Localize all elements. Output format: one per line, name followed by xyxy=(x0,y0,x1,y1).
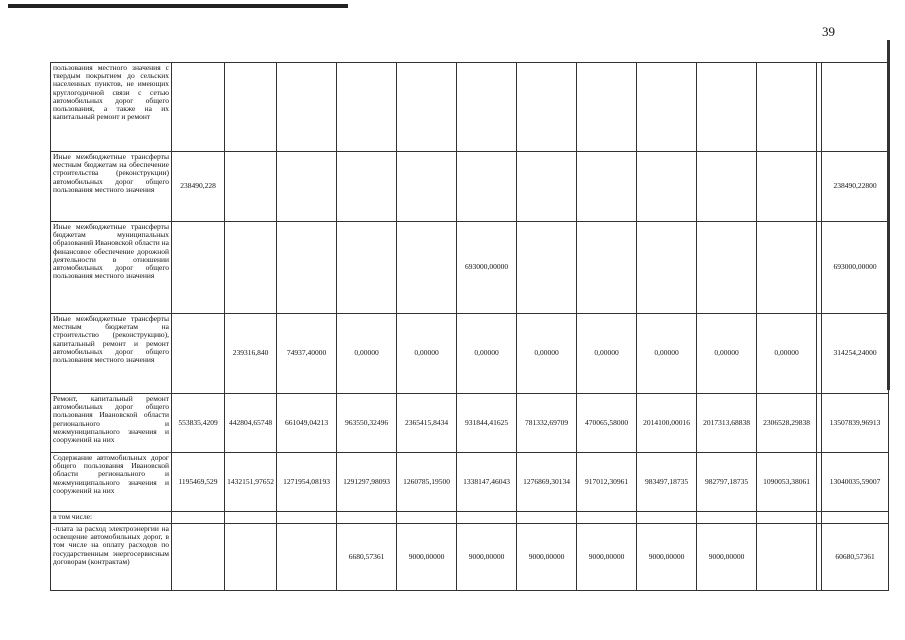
value-cell: 6680,57361 xyxy=(337,524,397,591)
row-total-cell: 13040035,59007 xyxy=(822,453,889,512)
value-cell xyxy=(172,512,225,524)
value-cell xyxy=(225,152,277,222)
value-cell xyxy=(697,63,757,152)
value-cell: 2017313,68838 xyxy=(697,394,757,453)
value-cell: 74937,40000 xyxy=(277,314,337,394)
value-cell: 0,00000 xyxy=(517,314,577,394)
row-name-cell: Ремонт, капитальный ремонт автомобильных дорог общего пользования Ивановской области регионального и межмуниципального значения и сооружений на них xyxy=(51,394,172,453)
value-cell xyxy=(517,63,577,152)
value-cell: 0,00000 xyxy=(757,314,817,394)
value-cell: 781332,69709 xyxy=(517,394,577,453)
table-row xyxy=(51,222,889,314)
value-cell: 0,00000 xyxy=(637,314,697,394)
value-cell xyxy=(172,222,225,314)
value-cell xyxy=(277,524,337,591)
value-cell xyxy=(337,512,397,524)
value-cell: 9000,00000 xyxy=(637,524,697,591)
value-cell: 470065,58000 xyxy=(577,394,637,453)
value-cell: 963550,32496 xyxy=(337,394,397,453)
value-cell xyxy=(637,512,697,524)
value-cell: 1260785,19500 xyxy=(397,453,457,512)
value-cell: 931844,41625 xyxy=(457,394,517,453)
row-total-cell: 13507839,96913 xyxy=(822,394,889,453)
value-cell: 9000,00000 xyxy=(577,524,637,591)
table-row xyxy=(51,512,889,524)
row-total-cell xyxy=(822,512,889,524)
value-cell xyxy=(697,512,757,524)
row-name-cell: -плата за расход электроэнергии на освещение автомобильных дорог, в том числе на оплату расходов по государственным энергосервисным договорам (контрактам) xyxy=(51,524,172,591)
value-cell xyxy=(517,222,577,314)
value-cell: 238490,228 xyxy=(172,152,225,222)
value-cell xyxy=(277,152,337,222)
table-row xyxy=(51,453,889,512)
scan-edge-bar xyxy=(8,4,348,8)
value-cell xyxy=(277,222,337,314)
value-cell xyxy=(397,152,457,222)
table-row xyxy=(51,152,889,222)
row-name-cell: Иные межбюджетные трансферты бюджетам муниципальных образований Ивановской области на финансовое обеспечение дорожной деятельности в отношении автомобильных дорог общего пользования местного значения xyxy=(51,222,172,314)
value-cell xyxy=(577,63,637,152)
value-cell: 2014100,00016 xyxy=(637,394,697,453)
value-cell: 442804,65748 xyxy=(225,394,277,453)
value-cell xyxy=(697,222,757,314)
row-total-cell: 60680,57361 xyxy=(822,524,889,591)
value-cell xyxy=(277,63,337,152)
row-name-cell: Иные межбюджетные трансферты местным бюджетам на строительство (реконструкцию), капитальный ремонт и ремонт автомобильных дорог общего пользования местного значения xyxy=(51,314,172,394)
value-cell xyxy=(577,512,637,524)
value-cell: 661049,04213 xyxy=(277,394,337,453)
value-cell: 693000,00000 xyxy=(457,222,517,314)
value-cell xyxy=(637,152,697,222)
value-cell xyxy=(225,63,277,152)
value-cell: 0,00000 xyxy=(337,314,397,394)
value-cell: 1338147,46043 xyxy=(457,453,517,512)
value-cell: 9000,00000 xyxy=(517,524,577,591)
value-cell xyxy=(225,524,277,591)
value-cell: 1432151,97652 xyxy=(225,453,277,512)
value-cell xyxy=(757,222,817,314)
value-cell xyxy=(397,63,457,152)
value-cell xyxy=(337,152,397,222)
row-total-cell: 693000,00000 xyxy=(822,222,889,314)
value-cell xyxy=(457,512,517,524)
value-cell xyxy=(277,512,337,524)
value-cell xyxy=(172,63,225,152)
value-cell xyxy=(457,152,517,222)
value-cell: 239316,840 xyxy=(225,314,277,394)
value-cell xyxy=(517,152,577,222)
value-cell: 2306528,29838 xyxy=(757,394,817,453)
value-cell: 9000,00000 xyxy=(397,524,457,591)
value-cell: 9000,00000 xyxy=(697,524,757,591)
value-cell: 1195469,529 xyxy=(172,453,225,512)
table-row xyxy=(51,314,889,394)
page-number: 39 xyxy=(822,24,835,39)
value-cell: 1276869,30134 xyxy=(517,453,577,512)
value-cell xyxy=(577,222,637,314)
value-cell: 1090053,38061 xyxy=(757,453,817,512)
value-cell: 0,00000 xyxy=(457,314,517,394)
value-cell: 0,00000 xyxy=(697,314,757,394)
table-row xyxy=(51,394,889,453)
table-row xyxy=(51,63,889,152)
value-cell xyxy=(577,152,637,222)
row-name-cell: в том числе: xyxy=(51,512,172,524)
row-total-cell: 238490,22800 xyxy=(822,152,889,222)
value-cell xyxy=(397,222,457,314)
value-cell xyxy=(225,222,277,314)
value-cell: 982797,18735 xyxy=(697,453,757,512)
table-row xyxy=(51,524,889,591)
value-cell: 1271954,08193 xyxy=(277,453,337,512)
value-cell: 1291297,98093 xyxy=(337,453,397,512)
row-name-cell: Иные межбюджетные трансферты местным бюджетам на обеспечение строительства (реконструкции) автомобильных дорог общего пользования местного значения xyxy=(51,152,172,222)
row-total-cell xyxy=(822,63,889,152)
value-cell xyxy=(337,222,397,314)
value-cell xyxy=(517,512,577,524)
value-cell xyxy=(757,524,817,591)
value-cell xyxy=(225,512,277,524)
value-cell xyxy=(457,63,517,152)
value-cell xyxy=(637,222,697,314)
value-cell xyxy=(172,314,225,394)
value-cell xyxy=(397,512,457,524)
value-cell xyxy=(337,63,397,152)
value-cell xyxy=(757,152,817,222)
row-name-cell: Содержание автомобильных дорог общего пользования Ивановской области регионального и межмуниципального значения и сооружений на них xyxy=(51,453,172,512)
value-cell: 983497,18735 xyxy=(637,453,697,512)
value-cell: 0,00000 xyxy=(577,314,637,394)
value-cell: 2365415,8434 xyxy=(397,394,457,453)
row-name-cell: пользования местного значения с твердым покрытием до сельских населенных пунктов, не имеющих круглогодичной связи с сетью автомобильных дорог общего пользования, а также на их капитальный ремонт и ремонт xyxy=(51,63,172,152)
value-cell: 9000,00000 xyxy=(457,524,517,591)
value-cell: 0,00000 xyxy=(397,314,457,394)
value-cell xyxy=(172,524,225,591)
row-total-cell: 314254,24000 xyxy=(822,314,889,394)
value-cell: 917012,30961 xyxy=(577,453,637,512)
value-cell xyxy=(637,63,697,152)
value-cell xyxy=(757,63,817,152)
value-cell xyxy=(697,152,757,222)
value-cell: 553835,4209 xyxy=(172,394,225,453)
value-cell xyxy=(757,512,817,524)
budget-table xyxy=(50,62,889,591)
